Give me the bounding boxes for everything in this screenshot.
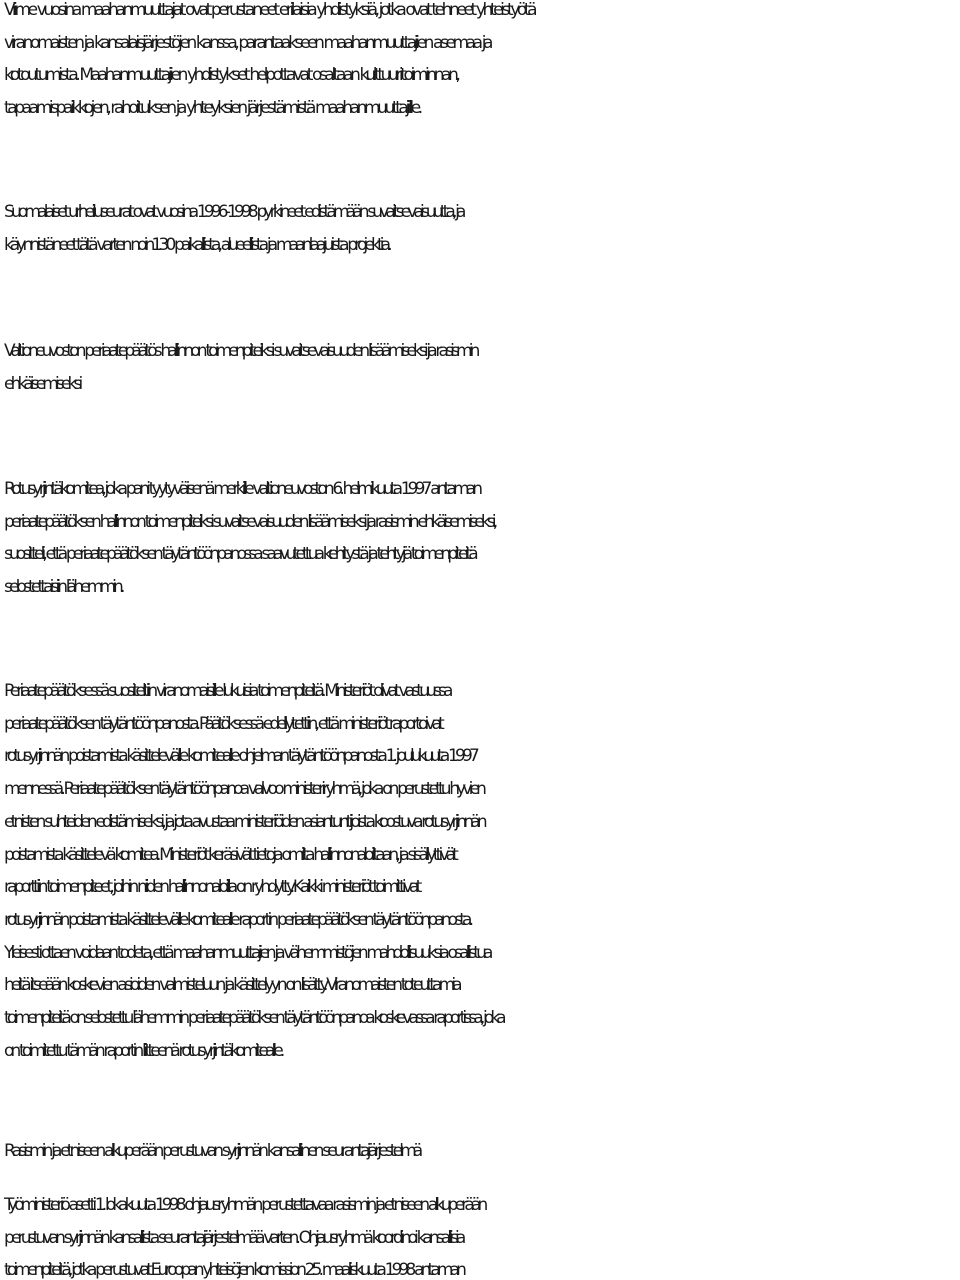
paragraph-race-discrimination-committee <box>4 473 960 604</box>
text-line: selostettaisiin lähemmin. <box>4 577 122 598</box>
text-line: etnisten suhteiden edistämiseksi, ja jota avustaa ministeriöiden asiantuntijoista koostuva rotusyrjinnän <box>4 811 484 832</box>
text-line: Rasismin ja etniseen alkuperään perustuvan syrjinnän kansallinen seurantajärjestelmä <box>4 1141 420 1161</box>
text-line: periaatepäätöksen hallinnon toimenpiteiksi suvaitsevaisuuden lisäämiseksi ja rasismin ehkäisemiseksi, <box>4 511 495 532</box>
text-line: Rotusyrjintäkomitea, joka pani tyytyväisenä merkille valtioneuvoston 6. helmikuuta 1997 antaman <box>4 479 480 499</box>
text-line: Yleisesti ottaen voidaan todeta, että maahanmuuttajien ja vähemmistöjen mahdollisuuksia osallistua <box>4 942 490 963</box>
paragraph-sports-clubs <box>4 196 960 261</box>
paragraph-decision-implementation <box>4 675 960 1067</box>
text-line: perustuvan syrjinnän kansallista seurantajärjestelmää varten. Ohjausryhmä koordinoi kansallisia <box>4 1227 463 1248</box>
text-line: Viime vuosina maahanmuuttajat ovat perustaneet erilaisia yhdistyksiä, jotka ovat tehneet yhteistyötä <box>4 0 535 20</box>
text-line: ehkäisemiseksi <box>4 373 80 394</box>
paragraph-immigrant-associations <box>4 0 960 125</box>
text-line: toimenpiteitä, jotka perustuvat Euroopan yhteisöjen komission 25. maaliskuuta 1998 antaman <box>4 1260 464 1280</box>
text-line: heitä itseään koskevien asioiden valmisteluun ja käsittelyyn on lisätty. Viranomaisten toteuttamia <box>4 975 459 996</box>
paragraph-ministry-of-labour <box>4 1189 960 1280</box>
text-line: suositteli, että periaatepäätöksen täytäntöönpanossa saavutettua kehitystä ja tehtyjä toimenpiteitä <box>4 544 475 565</box>
text-line: Valtioneuvoston periaatepäätös hallinnon toimenpiteiksi suvaitsevaisuuden lisäämiseksi ja rasismin <box>4 341 477 361</box>
text-line: mennessä. Periaatepäätöksen täytäntöönpanoa valvoo ministeriryhmä, joka on perustettu hyvien <box>4 779 484 800</box>
text-line: poistamista käsittelevä komitea. Ministeriöt keräsivät tietoja omilta hallinnonaloiltaan, ja sisällyttivät <box>4 844 455 865</box>
text-line: rotusyrjinnän poistamista käsittelevälle komitealle ohjelman täytäntöönpanosta 1. joulukuuta 1997 <box>4 746 476 767</box>
text-line: viranomaisten ja kansalaisjärjestöjen kanssa, parantaakseen maahanmuuttajien asemaa ja <box>4 32 491 53</box>
text-line: toimenpiteitä on selostettu lähemmin periaatepäätöksen täytäntöönpanoa koskevassa raportissa, joka <box>4 1008 503 1029</box>
text-line: on toimitettu tämän raportin liitteenä rotusyrjintäkomitealle. <box>4 1040 282 1061</box>
text-line: tapaamispaikkojen, rahoituksen ja yhteyksien järjestämistä maahanmuuttajille. <box>4 98 420 119</box>
section-heading-government-decision <box>4 335 960 400</box>
text-line: raporttiin toimenpiteet, joihin niiden hallinnonaloilla on ryhdytty. Kaikki ministeriöt toimittivat <box>4 877 419 898</box>
text-line: periaatepäätöksen täytäntöönpanosta. Päätöksessä edellytettiin, että ministeriöt raportoivat <box>4 713 441 734</box>
text-line: Periaatepäätöksessä suositeltiin viranomaisille lukuisia toimenpiteitä. Ministeriöt olivat vastuussa <box>4 681 450 701</box>
text-line: käynnistäneet tätä varten noin130 paikallista, alueellista ja maanlaajuista projektia. <box>4 234 389 255</box>
text-line: Suomalaiset urheiluseurat ovat vuosina 1996-1998 pyrkineet edistämään suvaitsevaisuutta, ja <box>4 202 463 222</box>
text-line: rotusyrjinnän poistamista käsittelevälle komitealle raportin periaatepäätöksen täytäntöönpanosta. <box>4 909 471 930</box>
text-line: kotoutumista. Maahanmuuttajien yhdistykset helpottavat osaltaan kulttuuritoiminnan, <box>4 65 458 86</box>
text-line: Työministeriö asetti 1. lokakuuta 1998 ohjausryhmän perustettavaa rasismin ja etniseen alkuperään <box>4 1195 485 1215</box>
section-heading-monitoring-system <box>4 1135 960 1168</box>
